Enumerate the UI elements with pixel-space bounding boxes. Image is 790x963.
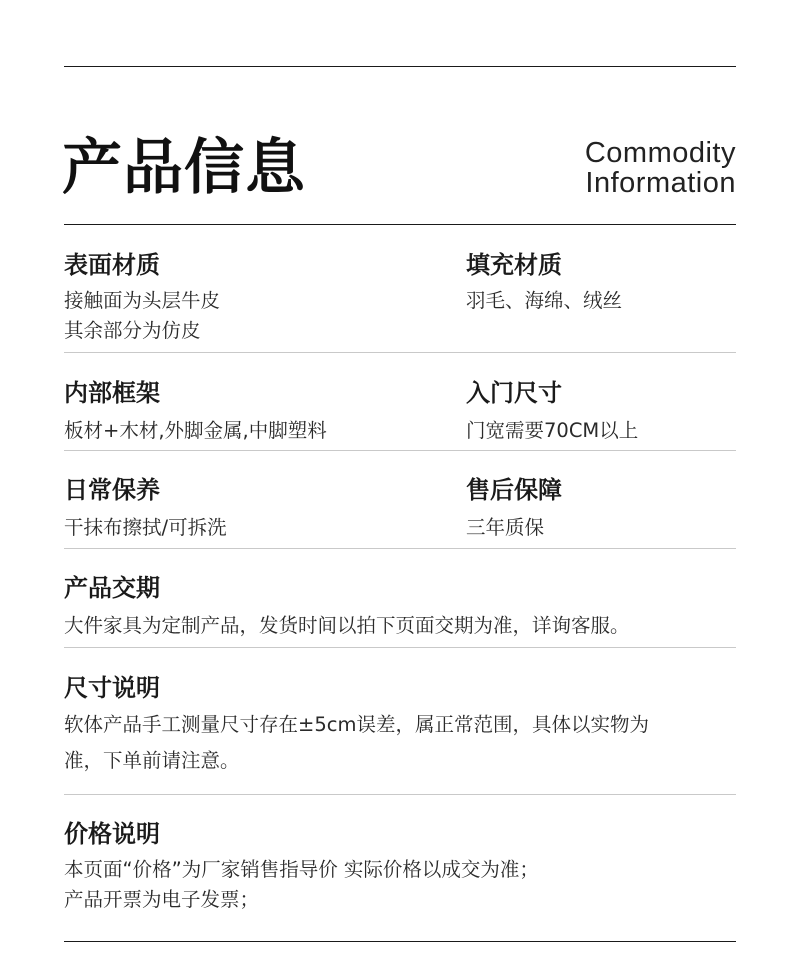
spec-label: 内部框架 — [64, 379, 160, 407]
row-divider — [64, 647, 736, 648]
note-size — [64, 673, 649, 779]
row-divider — [64, 352, 736, 353]
note-value: 软体产品手工测量尺寸存在±5cm误差，属正常范围，具体以实物为 — [64, 713, 649, 736]
spec-label: 表面材质 — [64, 251, 160, 279]
title-english-line-1: Commodity — [584, 137, 736, 169]
note-value: 准，下单前请注意。 — [64, 749, 240, 772]
note-price — [64, 819, 539, 915]
spec-value: 门宽需要70CM以上 — [466, 419, 639, 442]
note-label: 价格说明 — [64, 820, 160, 848]
row-divider — [64, 794, 736, 795]
note-label: 尺寸说明 — [64, 674, 160, 702]
spec-door-size — [466, 378, 638, 446]
note-delivery — [64, 573, 630, 641]
spec-label: 日常保养 — [64, 476, 160, 504]
row-divider — [64, 548, 736, 549]
bottom-divider — [64, 941, 736, 942]
spec-surface-material — [64, 250, 220, 346]
spec-inner-frame — [64, 378, 327, 446]
note-value: 本页面“价格”为厂家销售指导价 实际价格以成交为准； — [64, 858, 539, 881]
spec-value: 板材+木材,外脚金属,中脚塑料 — [64, 419, 327, 442]
page-title: 产品信息 — [62, 133, 306, 203]
spec-filling-material — [466, 250, 622, 316]
note-label: 产品交期 — [64, 574, 160, 602]
note-value: 产品开票为电子发票； — [64, 888, 260, 911]
spec-label: 入门尺寸 — [466, 379, 562, 407]
spec-value: 干抹布擦拭/可拆洗 — [64, 516, 227, 539]
spec-label: 售后保障 — [466, 476, 562, 504]
spec-value: 其余部分为仿皮 — [64, 319, 201, 342]
spec-value: 三年质保 — [466, 516, 545, 539]
title-english-line-2: Information — [585, 167, 736, 199]
spec-daily-care — [64, 475, 227, 543]
header-divider — [64, 224, 736, 225]
row-divider — [64, 450, 736, 451]
spec-after-sales — [466, 475, 562, 543]
spec-value: 接触面为头层牛皮 — [64, 289, 221, 312]
top-divider — [64, 66, 736, 67]
note-value: 大件家具为定制产品，发货时间以拍下页面交期为准，详询客服。 — [64, 614, 630, 637]
spec-value: 羽毛、海绵、绒丝 — [466, 289, 623, 312]
spec-label: 填充材质 — [466, 251, 562, 279]
page-title-english — [585, 138, 736, 198]
